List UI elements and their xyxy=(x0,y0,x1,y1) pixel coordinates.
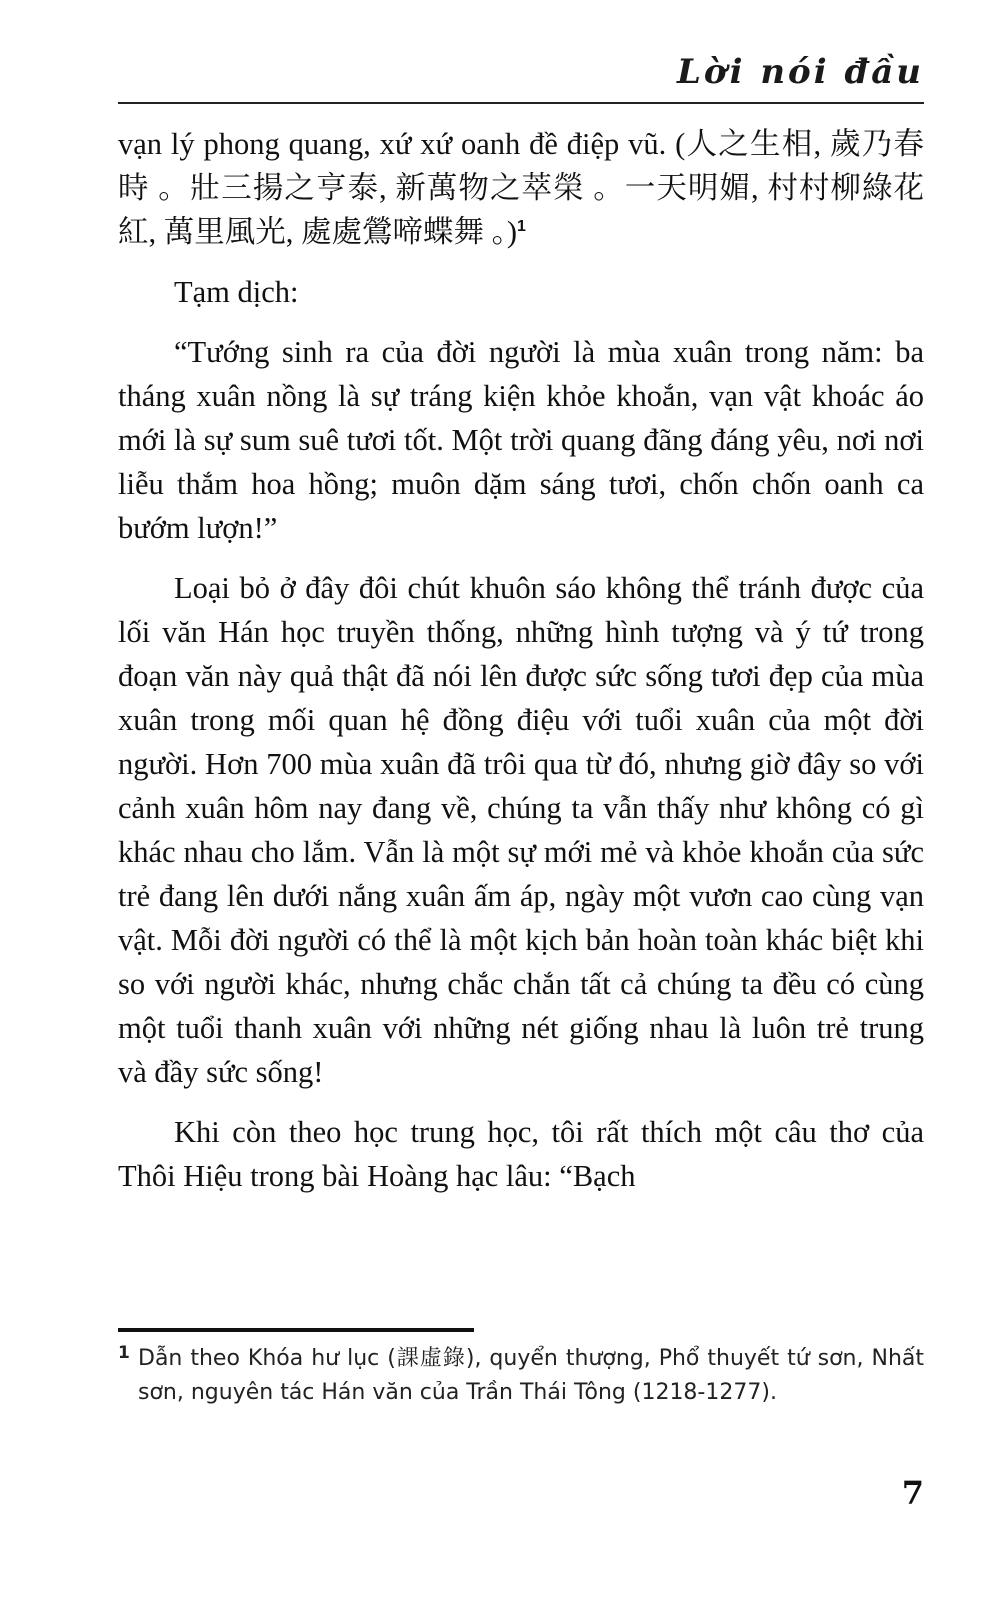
paragraph-continuation-text: vạn lý phong quang, xứ xứ oanh đề điệp vũ. (人之生相, 歲乃春時 。壯三揚之亨泰, 新萬物之萃榮 。一天明媚, 村村柳綠花紅, 萬里風光, 處處鶯啼蝶舞 。) xyxy=(118,127,924,249)
footnote-reference: 1 xyxy=(517,217,526,235)
footnote xyxy=(118,1342,924,1410)
footnote-rule xyxy=(118,1328,474,1332)
paragraph-translation-label: Tạm dịch: xyxy=(174,275,299,309)
page-number: 7 xyxy=(901,1474,924,1512)
paragraph-memory: Khi còn theo học trung học, tôi rất thích một câu thơ của Thôi Hiệu trong bài Hoàng hạc lâu: “Bạch xyxy=(118,1115,924,1193)
footnote-marker: 1 xyxy=(118,1343,130,1363)
paragraph-translation-quote: “Tướng sinh ra của đời người là mùa xuân trong năm: ba tháng xuân nồng là sự tráng kiện khỏe khoắn, vạn vật khoác áo mới là sự sum suê tươi tốt. Một trời quang đãng đáng yêu, nơi nơi liễu thắm hoa hồng; muôn dặm sáng tươi, chốn chốn oanh ca bướm lượn!” xyxy=(118,335,924,545)
paragraph-continuation xyxy=(118,122,924,254)
header-rule xyxy=(118,102,924,104)
body-text xyxy=(118,122,924,1214)
footnote-text: Dẫn theo Khóa hư lục (課虛錄), quyển thượng, Phổ thuyết tứ sơn, Nhất sơn, nguyên tác Hán văn của Trần Thái Tông (1218-1277). xyxy=(138,1346,924,1405)
running-head-title: Lời nói đầu xyxy=(676,52,924,92)
paragraph-commentary: Loại bỏ ở đây đôi chút khuôn sáo không thể tránh được của lối văn Hán học truyền thống, những hình tượng và ý tứ trong đoạn văn này quả thật đã nói lên được sức sống tươi đẹp của mùa xuân trong mối quan hệ đồng điệu với tuổi xuân của một đời người. Hơn 700 mùa xuân đã trôi qua từ đó, nhưng giờ đây so với cảnh xuân hôm nay đang về, chúng ta vẫn thấy như không có gì khác nhau cho lắm. Vẫn là một sự mới mẻ và khỏe khoắn của sức trẻ đang lên dưới nắng xuân ấm áp, ngày một vươn cao cùng vạn vật. Mỗi đời người có thể là một kịch bản hoàn toàn khác biệt khi so với người khác, nhưng chắc chắn tất cả chúng ta đều có cùng một tuổi thanh xuân với những nét giống nhau là luôn trẻ trung và đầy sức sống! xyxy=(118,571,924,1089)
